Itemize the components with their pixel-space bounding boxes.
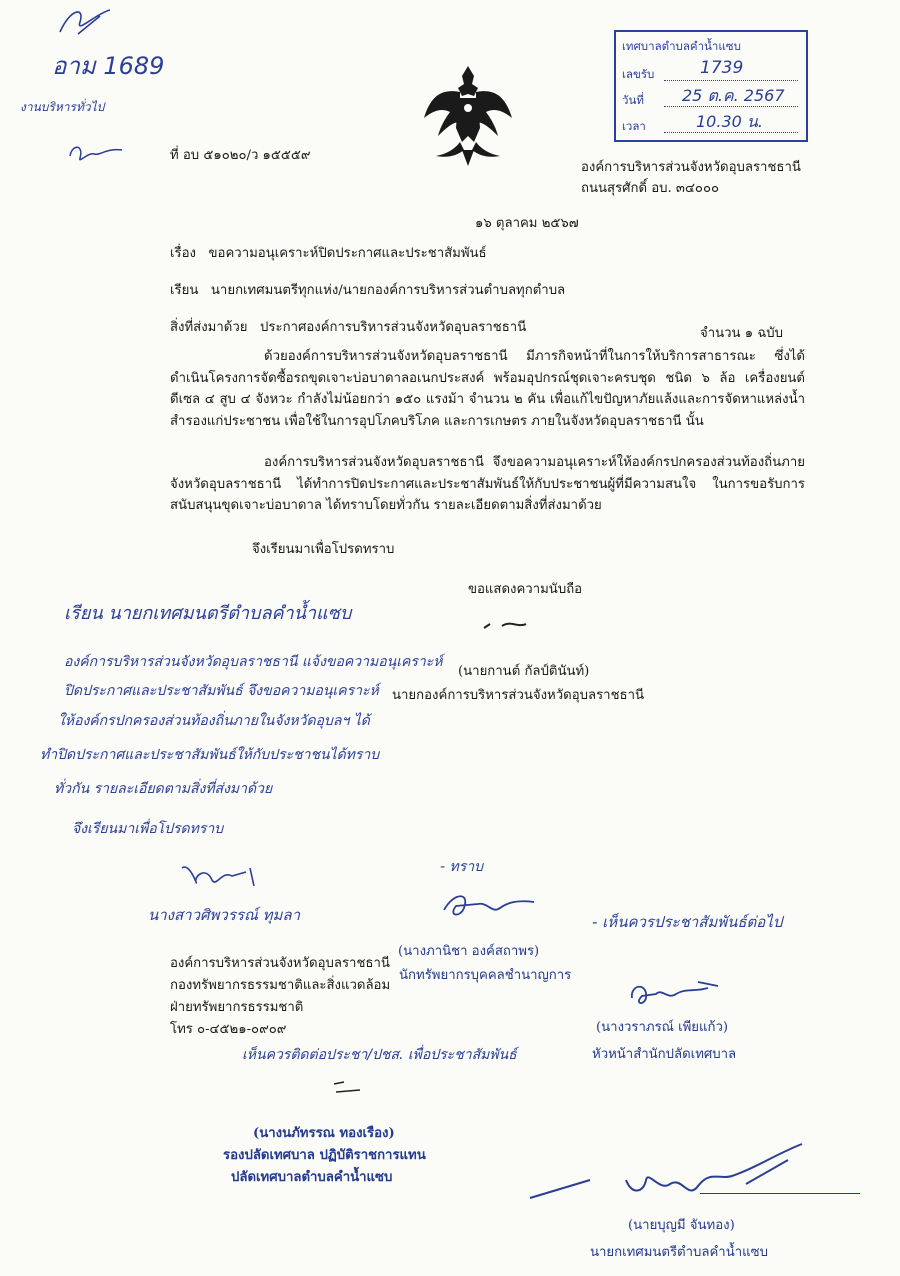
mayor-signature xyxy=(520,1140,810,1210)
attachment-text: ประกาศองค์การบริหารส่วนจังหวัดอุบลราชธานี xyxy=(260,320,527,335)
stamp-no-label: เลขรับ xyxy=(622,67,655,81)
receipt-stamp xyxy=(614,30,808,142)
subject-label: เรื่อง xyxy=(170,246,196,261)
margin-initials-signature xyxy=(40,4,130,44)
handwritten-note-4: ทำปิดประกาศและประชาสัมพันธ์ให้กับประชาชนได้ทราบ xyxy=(40,747,380,763)
handwritten-note-1: องค์การบริหารส่วนจังหวัดอุบลราชธานี แจ้งขอความอนุเคราะห์ xyxy=(64,654,443,670)
deputy-note: เห็นควรติดต่อประชา/ปชส. เพื่อประชาสัมพันธ์ xyxy=(242,1047,517,1063)
addressee-text: นายกเทศมนตรีทุกแห่ง/นายกองค์การบริหารส่วนตำบลทุกตำบล xyxy=(210,283,566,298)
stamp-time-value: 10.30 น. xyxy=(696,112,763,131)
hr-note: - ทราบ xyxy=(440,859,483,875)
signatory-position: นายกองค์การบริหารส่วนจังหวัดอุบลราชธานี xyxy=(392,688,644,703)
handwritten-note-6: จึงเรียนมาเพื่อโปรดทราบ xyxy=(72,821,224,837)
signatory-signature xyxy=(480,616,530,636)
contact-line-2: กองทรัพยากรธรรมชาติและสิ่งแวดล้อม xyxy=(170,978,391,993)
margin-note-number: อาม 1689 xyxy=(52,52,165,80)
sender-org: องค์การบริหารส่วนจังหวัดอุบลราชธานี xyxy=(581,160,801,175)
handwritten-note-2: ปิดประกาศและประชาสัมพันธ์ จึงขอความอนุเคราะห์ xyxy=(64,683,379,699)
hr-signature xyxy=(434,886,544,926)
hr-officer-title: นักทรัพยากรบุคคลชำนาญการ xyxy=(399,968,572,983)
body-paragraph-1: ด้วยองค์การบริหารส่วนจังหวัดอุบลราชธานี มีภารกิจหน้าที่ในการให้บริการสาธารณะ ซึ่งได้ดำเนินโครงการจัดซื้อรถขุดเจาะบ่อบาดาลอเนกประสงค์ พร้อมอุปกรณ์ชุดเจาะครบชุด ชนิด ๖ ล้อ เครื่องยนต์ดีเซล ๔ สูบ ๔ จังหวะ กำลังไม่น้อยกว่า ๑๕๐ แรงม้า จำนวน ๒ คัน เพื่อแก้ไขปัญหาภัยแล้งและการจัดหาแหล่งน้ำสำรองแก่ประชาชน เพื่อใช้ในการอุปโภคบริโภค และการเกษตร ภายในจังหวัดอุบลราชธานี นั้น xyxy=(170,349,805,429)
stamp-org: เทศบาลตำบลคำน้ำแซบ xyxy=(622,39,741,53)
clerk-name-handwritten: นางสาวศิพวรรณ์ ทุมลา xyxy=(148,906,301,924)
clerk-signature xyxy=(176,858,266,894)
deputy-title-1: รองปลัดเทศบาล ปฏิบัติราชการแทน xyxy=(223,1148,426,1163)
stamp-date-label: วันที่ xyxy=(622,93,644,107)
deputy-signature xyxy=(330,1076,370,1098)
handwritten-note-3: ให้องค์กรปกครองส่วนท้องถิ่นภายในจังหวัดอุบลฯ ได้ xyxy=(58,713,370,729)
body-paragraph-2: องค์การบริหารส่วนจังหวัดอุบลราชธานี จึงขอความอนุเคราะห์ให้องค์กรปกครองส่วนท้องถิ่นภายจังหวัดอุบลราชธานี ได้ทำการปิดประกาศและประชาสัมพันธ์ให้กับประชาชนผู้ที่มีความสนใจ ในการขอรับการสนับสนุนขุดเจาะบ่อบาดาล ได้ทราบโดยทั่วกัน รายละเอียดตามสิ่งที่ส่งมาด้วย xyxy=(170,455,805,513)
chief-name: (นางวราภรณ์ เพียแก้ว) xyxy=(596,1020,729,1035)
chief-title: หัวหน้าสำนักปลัดเทศบาล xyxy=(592,1047,737,1062)
subject-line xyxy=(170,242,487,263)
right-note: - เห็นควรประชาสัมพันธ์ต่อไป xyxy=(592,913,783,931)
contact-phone: โทร ๐-๔๕๒๑-๐๙๐๙ xyxy=(170,1022,287,1037)
stamp-no-value: 1739 xyxy=(700,58,744,78)
margin-signature xyxy=(66,138,126,168)
hr-officer-name: (นางภานิชา องค์สถาพร) xyxy=(398,944,540,959)
mayor-title: นายกเทศมนตรีตำบลคำน้ำแซบ xyxy=(590,1245,768,1260)
deputy-title-2: ปลัดเทศบาลตำบลคำน้ำแซบ xyxy=(231,1170,393,1185)
margin-note-dept: งานบริหารทั่วไป xyxy=(20,100,105,114)
handwritten-to-line: เรียน นายกเทศมนตรีตำบลคำน้ำแซบ xyxy=(64,603,352,624)
mayor-name: (นายบุญมี จันทอง) xyxy=(628,1218,735,1233)
contact-line-1: องค์การบริหารส่วนจังหวัดอุบลราชธานี xyxy=(170,956,390,971)
reference-number: ที่ อบ ๕๑๐๒๐/ว ๑๕๕๕๙ xyxy=(170,148,311,163)
attachment-line xyxy=(170,316,526,337)
addressee-line xyxy=(170,279,565,300)
deputy-name: (นางนภัทรรณ ทองเรือง) xyxy=(253,1126,395,1141)
letter-date: ๑๖ ตุลาคม ๒๕๖๗ xyxy=(475,216,579,231)
mayor-signature-line xyxy=(700,1193,860,1194)
addressee-label: เรียน xyxy=(170,283,199,298)
garuda-emblem-icon xyxy=(420,62,516,168)
handwritten-note-5: ทั่วกัน รายละเอียดตามสิ่งที่ส่งมาด้วย xyxy=(54,781,273,797)
signatory-name: (นายกานต์ กัลป์ตินันท์) xyxy=(458,664,590,679)
closing-salutation: ขอแสดงความนับถือ xyxy=(468,582,583,597)
sender-address: ถนนสุรศักดิ์ อบ. ๓๔๐๐๐ xyxy=(581,181,720,196)
subject-text: ขอความอนุเคราะห์ปิดประกาศและประชาสัมพันธ์ xyxy=(208,246,487,261)
attachment-count: จำนวน ๑ ฉบับ xyxy=(700,326,784,341)
contact-line-3: ฝ่ายทรัพยากรธรรมชาติ xyxy=(170,1000,304,1015)
stamp-time-label: เวลา xyxy=(622,119,646,133)
closing-request: จึงเรียนมาเพื่อโปรดทราบ xyxy=(252,542,395,557)
chief-signature xyxy=(622,976,732,1012)
stamp-date-value: 25 ต.ค. 2567 xyxy=(682,86,785,105)
attachment-label: สิ่งที่ส่งมาด้วย xyxy=(170,320,248,335)
